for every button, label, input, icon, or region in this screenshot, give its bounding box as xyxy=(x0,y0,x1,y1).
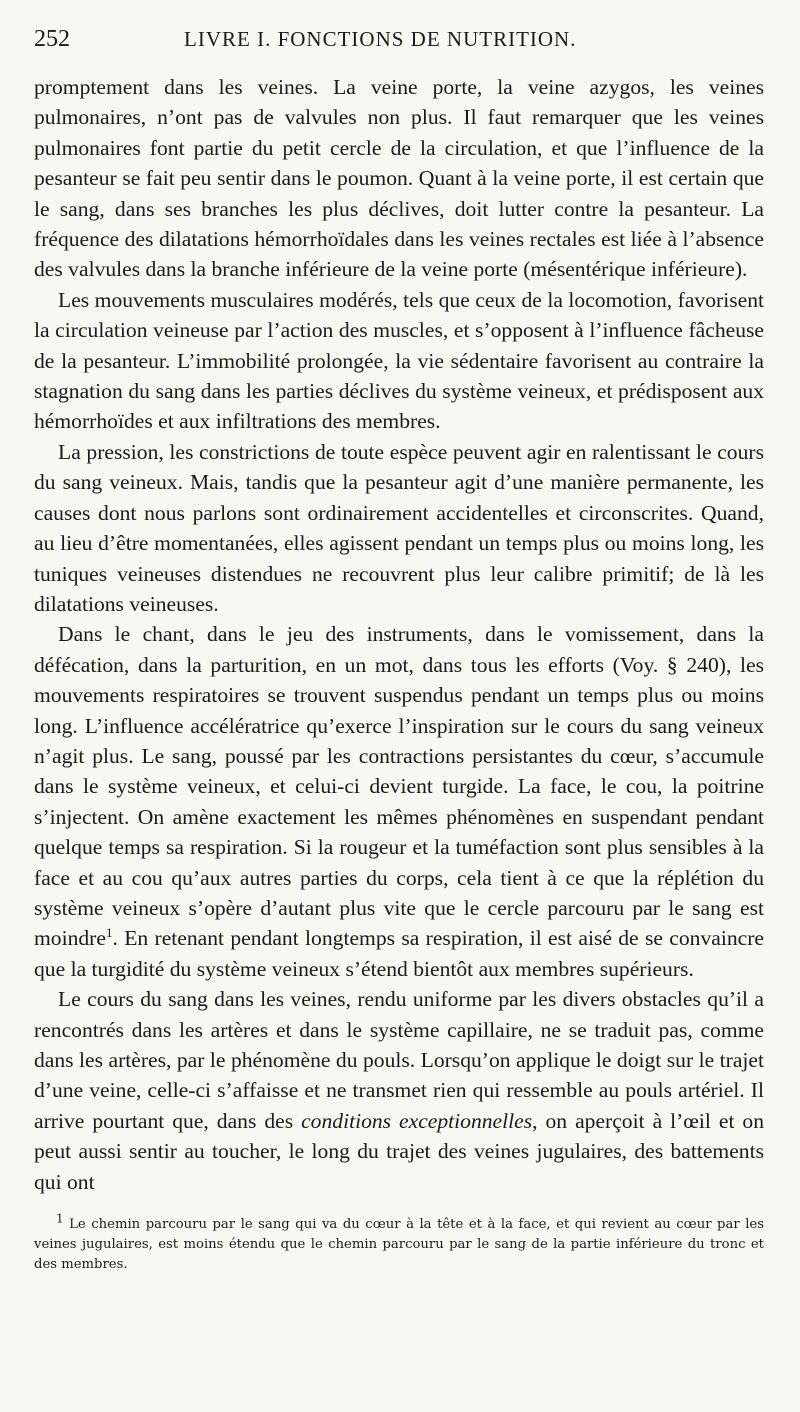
paragraph-4-text-a: Dans le chant, dans le jeu des instruments, dans le vomissement, dans la défécation, dans la parturition, en un mot, dans tous les efforts (Voy. § 240), les mouvements respiratoires se trouvent suspendus pendant un temps plus ou moins long. L’influence accélératrice qu’exerce l’inspiration sur le cours du sang veineux n’agit plus. Le sang, poussé par les contractions persistantes du cœur, s’accumule dans le système veineux, et celui-ci devient turgide. La face, le cou, la poitrine s’injectent. On amène exactement les mêmes phénomènes en suspendant pendant quelque temps sa respiration. Si la rougeur et la tuméfaction sont plus sensibles à la face et au cou qu’aux autres parties du corps, cela tient à ce que la réplétion du système veineux s’opère d’autant plus vite que le cercle parcouru par le sang est moindre xyxy=(34,622,764,951)
footnote xyxy=(34,1211,764,1275)
paragraph-2: Les mouvements musculaires modérés, tels que ceux de la locomotion, favorisent la circulation veineuse par l’action des muscles, et s’opposent à l’influence fâcheuse de la pesanteur. L’immobilité prolongée, la vie sédentaire favorisent au contraire la stagnation du sang dans les parties déclives du système veineux, et prédisposent aux hémorrhoïdes et aux infiltrations des membres. xyxy=(34,287,764,434)
italic-phrase: conditions exceptionnelles xyxy=(301,1108,533,1133)
running-head: LIVRE I. FONCTIONS DE NUTRITION. xyxy=(184,27,577,51)
page-number: 252 xyxy=(34,26,70,52)
footnote-mark: 1 xyxy=(56,1211,64,1226)
paragraph-1: promptement dans les veines. La veine porte, la veine azygos, les veines pulmonaires, n’ont pas de valvules non plus. Il faut remarquer que les veines pulmonaires font partie du petit cercle de la circulation, et que l’influence de la pesanteur se fait peu sentir dans le poumon. Quant à la veine porte, il est certain que le sang, dans ses branches les plus déclives, doit lutter contre la pesanteur. La fréquence des dilatations hémorrhoïdales dans les veines rectales est liée à l’absence des valvules dans la branche inférieure de la veine porte (mésentérique inférieure). xyxy=(34,75,764,282)
paragraph-4 xyxy=(34,619,764,984)
paragraph-5 xyxy=(34,984,764,1197)
footnote-text: Le chemin parcouru par le sang qui va du cœur à la tête et à la face, et qui revient au cœur par les veines jugulaires, est moins étendu que le chemin parcouru par le sang de la partie inférieure du tronc et des membres. xyxy=(34,1217,764,1273)
paragraph-3: La pression, les constrictions de toute espèce peuvent agir en ralentissant le cours du sang veineux. Mais, tandis que la pesanteur agit d’une manière permanente, les causes dont nous parlons sont ordinairement accidentelles et circonscrites. Quand, au lieu d’être momentanées, elles agissent pendant un temps plus ou moins long, les tuniques veineuses distendues ne recouvrent plus leur calibre primitif; de là les dilatations veineuses. xyxy=(34,439,764,616)
paragraph-4-text-b: . En retenant pendant longtemps sa respiration, il est aisé de se convaincre que la turgidité du système veineux s’étend bientôt aux membres supérieurs. xyxy=(34,926,764,981)
paragraph-5-text-a: Le cours du sang dans les veines, rendu uniforme par les divers obstacles qu’il a rencontrés dans les artères et dans le système capillaire, ne se traduit pas, comme dans les artères, par le phénomène du pouls. Lorsqu’on applique le doigt sur le trajet d’une veine, celle-ci s’affaisse et ne transmet rien qui ressemble au pouls artériel. Il arrive pourtant que, dans des xyxy=(34,987,764,1133)
page-header xyxy=(34,26,764,72)
footnote-reference[interactable]: 1 xyxy=(105,925,113,941)
body-text xyxy=(34,72,764,1197)
paragraph-5-text-b: , on aperçoit à l’œil et on peut aussi sentir au toucher, le long du trajet des veines jugulaires, des battements qui ont xyxy=(34,1108,765,1194)
